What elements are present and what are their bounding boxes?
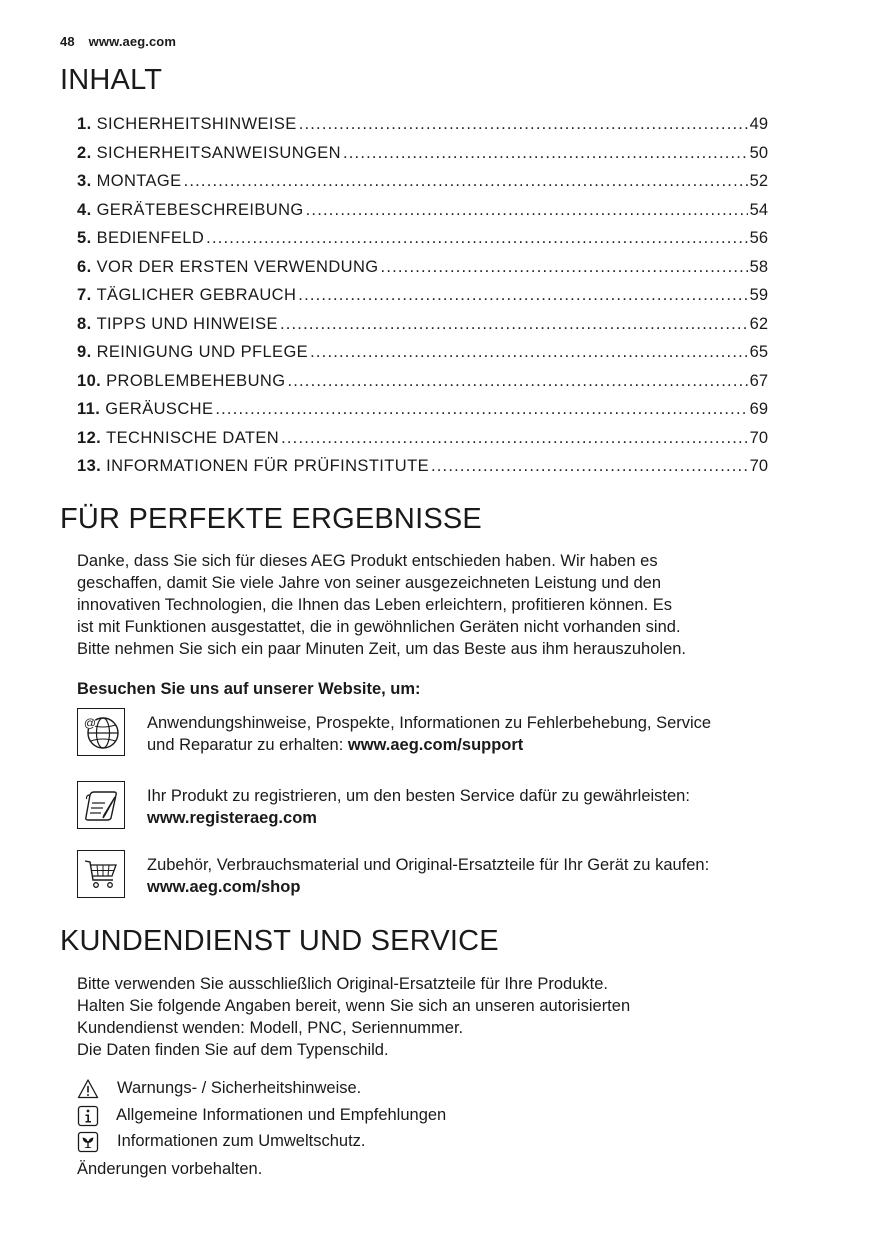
toc-item-4[interactable]	[77, 201, 768, 230]
service-line: Halten Sie folgende Angaben bereit, wenn Sie sich an unseren autorisierten	[77, 997, 631, 1015]
support-link-row	[77, 708, 797, 760]
register-document-icon	[77, 781, 125, 829]
register-link-text	[147, 785, 690, 829]
warning-triangle-icon	[77, 1078, 99, 1100]
support-description: Anwendungshinweise, Prospekte, Informationen zu Fehlerbehebung, Service	[147, 714, 712, 732]
toc-item-label: SICHERHEITSHINWEISE	[96, 115, 297, 133]
svg-text:@: @	[83, 716, 97, 730]
toc-item-9[interactable]	[77, 343, 768, 372]
visit-website-heading: Besuchen Sie uns auf unserer Website, um:	[77, 680, 421, 698]
service-line: Kundendienst wenden: Modell, PNC, Seriennummer.	[77, 1019, 464, 1037]
toc-dot-leader	[306, 201, 748, 220]
register-link-row	[77, 781, 797, 833]
support-link-text	[147, 712, 711, 756]
toc-item-label: SICHERHEITSANWEISUNGEN	[96, 143, 341, 162]
toc-item-label: REINIGUNG UND PFLEGE	[96, 343, 309, 361]
toc-item-number: 9.	[77, 343, 92, 361]
toc-item-number: 6.	[77, 257, 92, 276]
page-number: 48	[60, 34, 75, 49]
toc-item-12[interactable]	[77, 429, 768, 458]
toc-item-6[interactable]	[77, 258, 768, 287]
service-paragraph	[77, 973, 777, 1061]
service-title: KUNDENDIENST UND SERVICE	[60, 925, 499, 957]
toc-dot-leader	[287, 372, 747, 391]
table-of-contents	[77, 115, 768, 486]
toc-item-label: MONTAGE	[96, 172, 182, 190]
toc-item-label: TECHNISCHE DATEN	[106, 428, 280, 447]
toc-item-number: 11.	[77, 400, 101, 418]
toc-item-10[interactable]	[77, 372, 768, 401]
toc-item-1[interactable]	[77, 115, 768, 144]
toc-dot-leader	[381, 258, 748, 277]
toc-item-label: VOR DER ERSTEN VERWENDUNG	[96, 257, 379, 276]
toc-item-number: 5.	[77, 229, 92, 247]
changes-note: Änderungen vorbehalten.	[77, 1160, 263, 1178]
toc-item-2[interactable]	[77, 144, 768, 173]
toc-item-page: 69	[749, 400, 768, 418]
toc-item-label: GERÄTEBESCHREIBUNG	[96, 200, 304, 219]
intro-line: Danke, dass Sie sich für dieses AEG Produkt entschieden haben. Wir haben es	[77, 552, 658, 570]
toc-item-number: 3.	[77, 172, 92, 190]
toc-item-page: 59	[749, 286, 768, 304]
toc-item-page: 58	[749, 257, 768, 276]
toc-item-5[interactable]	[77, 229, 768, 258]
toc-item-page: 70	[749, 428, 768, 447]
intro-line: innovativen Technologien, die Ihnen das Leben erleichtern, profitieren können. Es	[77, 596, 673, 614]
toc-dot-leader	[299, 115, 748, 134]
toc-dot-leader	[184, 172, 748, 191]
toc-item-8[interactable]	[77, 315, 768, 344]
environment-leaf-icon	[77, 1131, 99, 1153]
intro-line: ist mit Funktionen ausgestattet, die in gewöhnlichen Geräten nicht vorhanden sind.	[77, 618, 681, 636]
toc-item-page: 50	[749, 143, 768, 162]
shop-link-text	[147, 854, 709, 898]
toc-item-7[interactable]	[77, 286, 768, 315]
intro-paragraph	[77, 550, 777, 660]
toc-item-page: 70	[749, 457, 768, 475]
toc-item-label: TÄGLICHER GEBRAUCH	[96, 286, 297, 304]
toc-item-3[interactable]	[77, 172, 768, 201]
toc-item-number: 10.	[77, 371, 102, 390]
shop-link-row	[77, 850, 797, 902]
support-url-link[interactable]: www.aeg.com/support	[347, 736, 524, 754]
service-line: Die Daten finden Sie auf dem Typenschild.	[77, 1041, 389, 1059]
toc-dot-leader	[280, 315, 748, 334]
toc-item-page: 52	[749, 172, 768, 190]
toc-item-label: TIPPS UND HINWEISE	[96, 314, 278, 333]
toc-item-number: 4.	[77, 200, 92, 219]
page-header	[60, 34, 176, 49]
toc-item-number: 12.	[77, 428, 102, 447]
header-website-link[interactable]: www.aeg.com	[88, 34, 176, 49]
info-icon	[77, 1105, 99, 1127]
toc-item-number: 7.	[77, 286, 92, 304]
shopping-cart-icon	[77, 850, 125, 898]
toc-item-page: 67	[749, 371, 768, 390]
toc-item-page: 54	[749, 200, 768, 219]
register-description: Ihr Produkt zu registrieren, um den besten Service dafür zu gewährleisten:	[147, 787, 690, 805]
shop-url-link[interactable]: www.aeg.com/shop	[147, 878, 301, 896]
toc-dot-leader	[215, 400, 747, 419]
toc-item-number: 1.	[77, 115, 92, 133]
service-line: Bitte verwenden Sie ausschließlich Original-Ersatzteile für Ihre Produkte.	[77, 975, 608, 993]
toc-item-number: 2.	[77, 143, 92, 162]
toc-item-page: 49	[749, 115, 768, 133]
register-url-link[interactable]: www.registeraeg.com	[147, 809, 317, 827]
support-description-cont: und Reparatur zu erhalten:	[147, 736, 348, 754]
legend-warning-text: Warnungs- / Sicherheitshinweise.	[117, 1079, 362, 1097]
perfect-results-title: FÜR PERFEKTE ERGEBNISSE	[60, 503, 482, 535]
toc-dot-leader	[431, 457, 748, 476]
toc-item-label: BEDIENFELD	[96, 229, 205, 247]
intro-line: Bitte nehmen Sie sich ein paar Minuten Zeit, um das Beste aus ihm herauszuholen.	[77, 640, 687, 658]
toc-item-number: 8.	[77, 314, 92, 333]
toc-dot-leader	[298, 286, 747, 305]
legend-info-text: Allgemeine Informationen und Empfehlungen	[116, 1106, 447, 1124]
toc-dot-leader	[310, 343, 748, 362]
toc-item-label: PROBLEMBEHEBUNG	[106, 371, 286, 390]
toc-item-page: 56	[749, 229, 768, 247]
toc-dot-leader	[206, 229, 747, 248]
toc-item-page: 62	[749, 314, 768, 333]
toc-item-label: INFORMATIONEN FÜR PRÜFINSTITUTE	[106, 457, 429, 475]
intro-line: geschaffen, damit Sie viele Jahre von seiner ausgezeichneten Leistung und den	[77, 574, 662, 592]
toc-title: INHALT	[60, 64, 163, 96]
toc-item-13[interactable]	[77, 457, 768, 486]
shop-description: Zubehör, Verbrauchsmaterial und Original-Ersatzteile für Ihr Gerät zu kaufen:	[147, 856, 710, 874]
legend-environment-text: Informationen zum Umweltschutz.	[117, 1132, 366, 1150]
toc-item-label: GERÄUSCHE	[105, 400, 214, 418]
toc-dot-leader	[281, 429, 748, 448]
toc-item-page: 65	[749, 343, 768, 361]
globe-at-icon	[77, 708, 125, 756]
toc-item-11[interactable]	[77, 400, 768, 429]
toc-dot-leader	[343, 144, 748, 163]
toc-item-number: 13.	[77, 457, 102, 475]
